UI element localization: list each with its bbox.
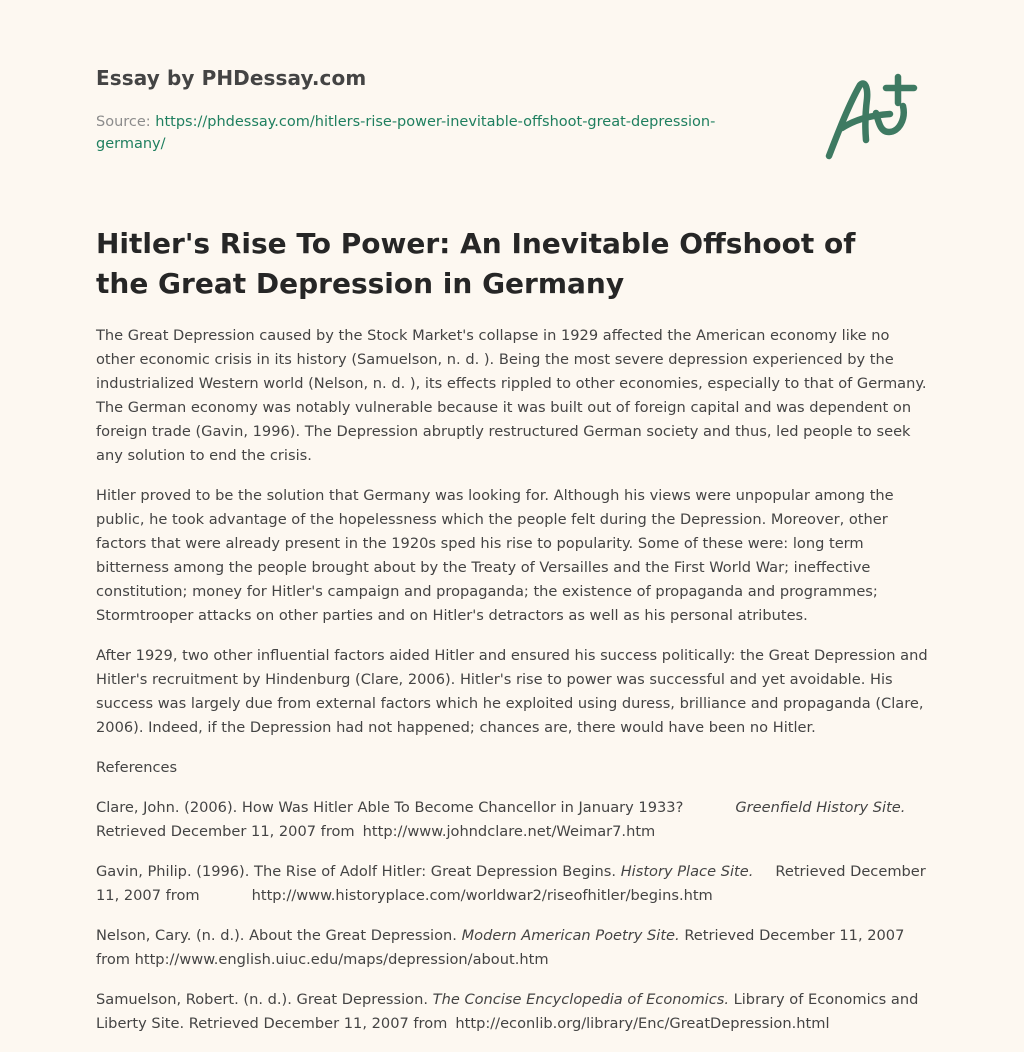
reference-retrieved: Retrieved December 11, 2007 from: [96, 823, 355, 840]
reference-retrieved: Retrieved December 11, 2007 from: [96, 927, 905, 968]
reference-text: Clare, John. (2006). How Was Hitler Able To Become Chancellor in January 1933?: [96, 799, 684, 816]
reference-text: Samuelson, Robert. (n. d.). Great Depression.: [96, 991, 429, 1008]
reference-source: Greenfield History Site.: [735, 799, 906, 816]
reference-text: Nelson, Cary. (n. d.). About the Great Depression.: [96, 927, 457, 944]
essay-title: Hitler's Rise To Power: An Inevitable Offshoot of the Great Depression in Germany: [96, 227, 856, 300]
reference-url[interactable]: http://econlib.org/library/Enc/GreatDepression.html: [455, 1015, 830, 1032]
source-link[interactable]: https://phdessay.com/hitlers-rise-power-inevitable-offshoot-great-depression-germany/: [96, 114, 716, 152]
reference-url[interactable]: http://www.english.uiuc.edu/maps/depression/about.htm: [134, 951, 549, 968]
source-line: [96, 111, 746, 155]
reference-source: The Concise Encyclopedia of Economics.: [432, 991, 729, 1008]
site-title: Essay by PHDessay.com: [96, 66, 367, 90]
reference-url[interactable]: http://www.historyplace.com/worldwar2/riseofhitler/begins.htm: [251, 887, 713, 904]
reference-retrieved: Retrieved December 11, 2007 from: [96, 863, 926, 904]
source-label: Source:: [96, 114, 151, 130]
a-plus-logo-icon: [820, 68, 930, 164]
reference-url[interactable]: http://www.johndclare.net/Weimar7.htm: [362, 823, 656, 840]
reference-text: Gavin, Philip. (1996). The Rise of Adolf Hitler: Great Depression Begins.: [96, 863, 617, 880]
reference-item: [96, 796, 932, 844]
paragraph-1: The Great Depression caused by the Stock Market's collapse in 1929 affected the American economy like no other economic crisis in its history (Samuelson, n. d. ). Being the most severe depression experienced by the industrialized Western world (Nelson, n. d. ), its effects rippled to other economies, especially to that of Germany. The German economy was notably vulnerable because it was built out of foreign capital and was dependent on foreign trade (Gavin, 1996). The Depression abruptly restructured German society and thus, led people to seek any solution to end the crisis.: [96, 327, 927, 464]
paragraph-2: Hitler proved to be the solution that Germany was looking for. Although his views were unpopular among the public, he took advantage of the hopelessness which the people felt during the Depression. Moreover, other factors that were already present in the 1920s sped his rise to popularity. Some of these were: long term bitterness among the people brought about by the Treaty of Versailles and the First World War; ineffective constitution; money for Hitler's campaign and propaganda; the existence of propaganda and programmes; Stormtrooper attacks on other parties and on Hitler's detractors as well as his personal atributes.: [96, 487, 894, 624]
reference-item: [96, 860, 932, 908]
essay-body: [96, 324, 932, 1052]
reference-item: [96, 988, 932, 1036]
reference-item: [96, 924, 932, 972]
reference-retrieved: Library of Economics and Liberty Site. Retrieved December 11, 2007 from: [96, 991, 919, 1032]
paragraph-3: After 1929, two other influential factors aided Hitler and ensured his success politically: the Great Depression and Hitler's recruitment by Hindenburg (Clare, 2006). Hitler's rise to power was successful and yet avoidable. His success was largely due from external factors which he exploited using duress, brilliance and propaganda (Clare, 2006). Indeed, if the Depression had not happened; chances are, there would have been no Hitler.: [96, 647, 928, 736]
reference-source: History Place Site.: [620, 863, 754, 880]
reference-source: Modern American Poetry Site.: [461, 927, 680, 944]
references-heading: References: [96, 759, 178, 776]
